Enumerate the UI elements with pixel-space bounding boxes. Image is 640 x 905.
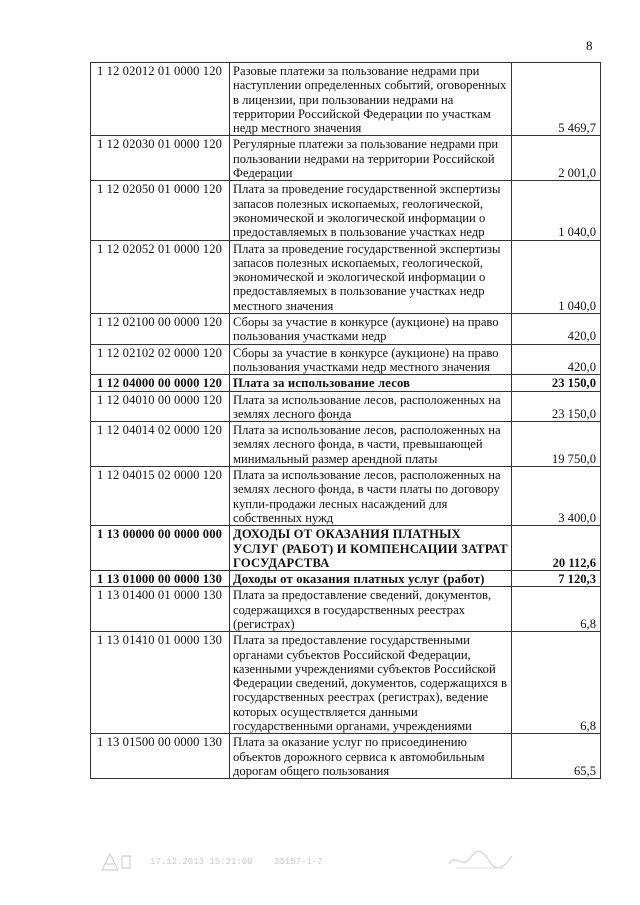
table-row xyxy=(91,467,601,526)
table-row xyxy=(91,734,601,779)
footer-stamp xyxy=(98,850,518,874)
table-row xyxy=(91,344,601,375)
row-code: 1 12 04015 02 0000 120 xyxy=(91,467,230,526)
row-code: 1 13 01410 01 0000 130 xyxy=(91,632,230,734)
stamp-icon xyxy=(98,850,134,874)
table-row xyxy=(91,240,601,313)
row-code: 1 12 02102 02 0000 120 xyxy=(91,344,230,375)
row-amount: 2 001,0 xyxy=(512,136,601,181)
row-name: Доходы от оказания платных услуг (работ) xyxy=(230,571,512,587)
row-amount: 7 120,3 xyxy=(512,571,601,587)
row-code: 1 13 01400 01 0000 130 xyxy=(91,587,230,632)
signature-icon xyxy=(446,848,516,872)
row-name: ДОХОДЫ ОТ ОКАЗАНИЯ ПЛАТНЫХ УСЛУГ (РАБОТ) И КОМПЕНСАЦИИ ЗАТРАТ ГОСУДАРСТВА xyxy=(230,526,512,571)
row-name: Плата за предоставление сведений, документов, содержащихся в государственных реестрах (регистрах) xyxy=(230,587,512,632)
row-code: 1 12 02030 01 0000 120 xyxy=(91,136,230,181)
row-name: Разовые платежи за пользование недрами при наступлении определенных событий, оговоренных в лицензии, при пользовании недрами на территории Российской Федерации по участкам недр местного значения xyxy=(230,63,512,136)
table-row xyxy=(91,181,601,240)
row-code: 1 12 02100 00 0000 120 xyxy=(91,314,230,345)
row-name: Сборы за участие в конкурсе (аукционе) на право пользования участками недр xyxy=(230,314,512,345)
table-row xyxy=(91,63,601,136)
row-amount: 6,8 xyxy=(512,587,601,632)
row-amount: 19 750,0 xyxy=(512,422,601,467)
row-code: 1 13 01500 00 0000 130 xyxy=(91,734,230,779)
row-amount: 20 112,6 xyxy=(512,526,601,571)
row-name: Сборы за участие в конкурсе (аукционе) на право пользования участками недр местного значения xyxy=(230,344,512,375)
table-row xyxy=(91,571,601,587)
row-code: 1 13 01000 00 0000 130 xyxy=(91,571,230,587)
row-amount: 65,5 xyxy=(512,734,601,779)
row-name: Плата за использование лесов xyxy=(230,375,512,391)
table-row xyxy=(91,391,601,422)
stamp-number: 33157-1-7 xyxy=(274,857,323,867)
row-amount: 420,0 xyxy=(512,344,601,375)
row-name: Плата за предоставление государственными органами субъектов Российской Федерации, казенными учреждениями субъектов Российской Федерации сведений, документов, содержащихся в государственных реестрах (регистрах), ведение которых осуществляется данными государственными органами, учреждениями xyxy=(230,632,512,734)
stamp-datetime: 17.12.2013 15:21:00 xyxy=(150,857,253,867)
row-amount: 3 400,0 xyxy=(512,467,601,526)
row-amount: 1 040,0 xyxy=(512,181,601,240)
table-row xyxy=(91,314,601,345)
row-code: 1 12 04010 00 0000 120 xyxy=(91,391,230,422)
table-row xyxy=(91,136,601,181)
table-row xyxy=(91,422,601,467)
table-row xyxy=(91,375,601,391)
row-amount: 23 150,0 xyxy=(512,391,601,422)
row-code: 1 12 04000 00 0000 120 xyxy=(91,375,230,391)
row-name: Плата за использование лесов, расположенных на землях лесного фонда, в части, превышающей минимальный размер арендной платы xyxy=(230,422,512,467)
row-name: Регулярные платежи за пользование недрами при пользовании недрами на территории Российской Федерации xyxy=(230,136,512,181)
table-row xyxy=(91,587,601,632)
row-code: 1 12 02052 01 0000 120 xyxy=(91,240,230,313)
row-name: Плата за использование лесов, расположенных на землях лесного фонда, в части платы по договору купли-продажи лесных насаждений для собственных нужд xyxy=(230,467,512,526)
row-amount: 6,8 xyxy=(512,632,601,734)
row-amount: 1 040,0 xyxy=(512,240,601,313)
table-row xyxy=(91,632,601,734)
row-name: Плата за использование лесов, расположенных на землях лесного фонда xyxy=(230,391,512,422)
row-name: Плата за оказание услуг по присоединению объектов дорожного сервиса к автомобильным дорогам общего пользования xyxy=(230,734,512,779)
row-amount: 23 150,0 xyxy=(512,375,601,391)
page-number: 8 xyxy=(586,38,593,53)
row-code: 1 12 02012 01 0000 120 xyxy=(91,63,230,136)
row-amount: 420,0 xyxy=(512,314,601,345)
row-code: 1 12 02050 01 0000 120 xyxy=(91,181,230,240)
row-name: Плата за проведение государственной экспертизы запасов полезных ископаемых, геологической, экономической и экологической информации о предоставляемых в пользование участках недр xyxy=(230,181,512,240)
row-amount: 5 469,7 xyxy=(512,63,601,136)
row-name: Плата за проведение государственной экспертизы запасов полезных ископаемых, геологической, экономической и экологической информации о предоставляемых в пользование участках недр местного значения xyxy=(230,240,512,313)
table-row xyxy=(91,526,601,571)
revenue-table xyxy=(90,62,601,779)
row-code: 1 13 00000 00 0000 000 xyxy=(91,526,230,571)
row-code: 1 12 04014 02 0000 120 xyxy=(91,422,230,467)
